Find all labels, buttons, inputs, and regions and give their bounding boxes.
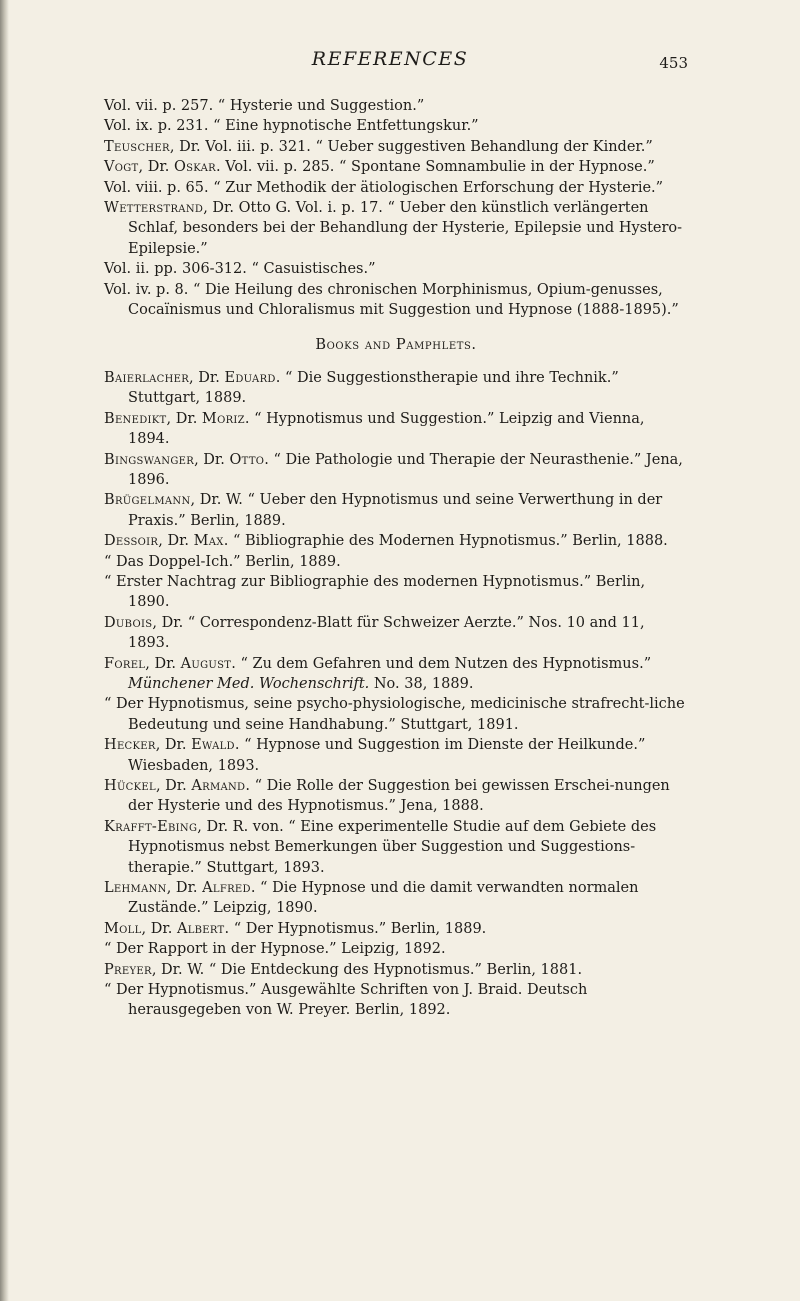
book-entry: Forel, Dr. August. “ Zu dem Gefahren und dem Nutzen des Hypnotismus.” Münchener Med. Wochenschrift. No. 38, 1889. — [104, 655, 652, 692]
book-entry: “ Erster Nachtrag zur Bibliographie des modernen Hypnotismus.” Berlin, 1890. — [104, 573, 646, 611]
references-content — [104, 96, 688, 1021]
author-name: Hückel — [104, 778, 156, 794]
page-edge-shadow — [0, 0, 9, 1301]
author-name: Moll — [104, 920, 142, 937]
book-entry: Hückel, Dr. Armand. “ Die Rolle der Suggestion bei gewissen Erschei-nungen der Hysterie und des Hypnotismus.” Jena, 1888. — [104, 778, 670, 815]
author-name: Brügelmann — [104, 492, 191, 509]
book-entry: Bingswanger, Dr. Otto. “ Die Pathologie und Therapie der Neurasthenie.” Jena, 1896. — [104, 451, 683, 488]
book-entry: Preyer, Dr. W. “ Die Entdeckung des Hypnotismus.” Berlin, 1881. — [104, 961, 583, 978]
reference-entry: Wetterstrand, Dr. Otto G. Vol. i. p. 17. “ Ueber den künstlich verlängerten Schlaf, besonders bei der Behandlung der Hysterie, Epilepsie und Hystero-Epilepsie.” — [104, 200, 683, 257]
author-name: Forel — [104, 655, 146, 672]
reference-entry: Vogt, Dr. Oskar. Vol. vii. p. 285. “ Spontane Somnambulie in der Hypnose.” — [104, 159, 655, 176]
book-entry: Brügelmann, Dr. W. “ Ueber den Hypnotismus und seine Verwerthung in der Praxis.” Berlin, 1889. — [104, 492, 663, 529]
section-heading: Books and Pamphlets. — [315, 337, 477, 354]
author-name: Benedikt — [104, 410, 167, 427]
book-entry: “ Der Rapport in der Hypnose.” Leipzig, 1892. — [104, 941, 446, 958]
reference-entry: Teuscher, Dr. Vol. iii. p. 321. “ Ueber suggestiven Behandlung der Kinder.” — [104, 138, 653, 155]
author-name: Hecker — [104, 737, 156, 754]
book-entry: Benedikt, Dr. Moriz. “ Hypnotismus und Suggestion.” Leipzig and Vienna, 1894. — [104, 410, 645, 448]
journal-title: Münchener Med. Wochenschrift. — [128, 675, 370, 692]
book-entry: Krafft-Ebing, Dr. R. von. “ Eine experimentelle Studie auf dem Gebiete des Hypnotismus nebst Bemerkungen über Suggestion und Suggestions-therapie.” Stuttgart, 1893. — [104, 818, 657, 876]
author-name: Vogt — [104, 159, 139, 176]
book-entry: “ Das Doppel-Ich.” Berlin, 1889. — [104, 553, 341, 570]
page-header — [92, 44, 688, 84]
author-name: Lehmann — [104, 880, 167, 897]
book-entry: Hecker, Dr. Ewald. “ Hypnose und Suggestion im Dienste der Heilkunde.” Wiesbaden, 1893. — [104, 737, 646, 774]
reference-entry: Vol. vii. p. 257. “ Hysterie und Suggestion.” — [104, 98, 425, 114]
author-name: Baierlacher — [104, 369, 190, 386]
author-name: Dubois — [104, 614, 153, 631]
author-name: Bingswanger — [104, 451, 195, 468]
reference-entry: Vol. viii. p. 65. “ Zur Methodik der ätiologischen Erforschung der Hysterie.” — [104, 179, 664, 196]
author-name: Dessoir — [104, 533, 159, 550]
author-name: Teuscher — [104, 138, 170, 155]
reference-entry: Vol. ix. p. 231. “ Eine hypnotische Entfettungskur.” — [104, 118, 479, 135]
book-entry: Dessoir, Dr. Max. “ Bibliographie des Modernen Hypnotismus.” Berlin, 1888. — [104, 533, 668, 550]
reference-entry: Vol. ii. pp. 306-312. “ Casuistisches.” — [104, 261, 376, 278]
reference-entry: Vol. iv. p. 8. “ Die Heilung des chronischen Morphinismus, Opium-genusses, Cocaïnismus und Chloralismus mit Suggestion und Hypnose (1888-1895).” — [104, 281, 679, 319]
book-entry: Dubois, Dr. “ Correspondenz-Blatt für Schweizer Aerzte.” Nos. 10 and 11, 1893. — [104, 614, 645, 652]
book-entry: Lehmann, Dr. Alfred. “ Die Hypnose und die damit verwandten normalen Zustände.” Leipzig, 1890. — [104, 880, 639, 917]
running-title: REFERENCES — [311, 48, 469, 70]
book-entry: Baierlacher, Dr. Eduard. “ Die Suggestionstherapie und ihre Technik.” Stuttgart, 1889. — [104, 369, 619, 407]
book-entry: “ Der Hypnotismus, seine psycho-physiologische, medicinische strafrecht-liche Bedeutung und seine Handhabung.” Stuttgart, 1891. — [104, 696, 685, 733]
book-entry: “ Der Hypnotismus.” Ausgewählte Schriften von J. Braid. Deutsch herausgegeben von W. Preyer. Berlin, 1892. — [104, 982, 588, 1019]
author-name: Preyer — [104, 961, 152, 978]
author-name: Krafft-Ebing — [104, 818, 198, 835]
author-name: Wetterstrand — [104, 200, 204, 217]
book-entry: Moll, Dr. Albert. “ Der Hypnotismus.” Berlin, 1889. — [104, 920, 487, 937]
page-number: 453 — [659, 54, 688, 72]
